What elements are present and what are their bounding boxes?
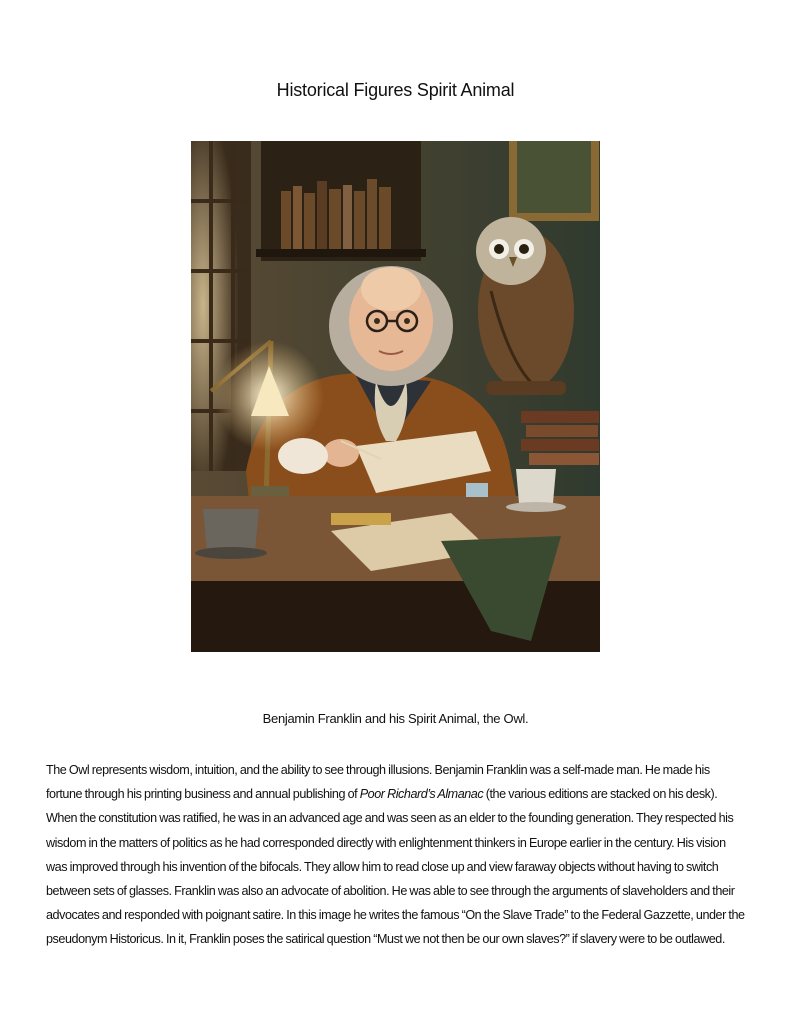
body-text-part2: (the various editions are stacked on his desk). When the constitution was ratified, he was in an advanced age and was seen as an elder to the founding generation. They respected his wisdom in the matters of politics as he had corresponded directly with enlightenment thinkers in Europe earlier in the century. His vision was improved through his invention of the bifocals. They allow him to read close up and view faraway objects without having to switch between sets of glasses. Franklin was also an advocate of abolition. He was able to see through the arguments of slaveholders and their advocates and responded with poignant satire. In this image he writes the famous “On the Slave Trade” to the Federal Gazzette, under the pseudonym Historicus. In it, Franklin poses the satirical question “Must we not then be our own slaves?” if slavery were to be outlawed. xyxy=(46,787,745,947)
page-title: Historical Figures Spirit Animal xyxy=(276,80,515,100)
franklin-owl-painting xyxy=(191,141,600,652)
body-text-part1: The Owl represents wisdom, intuition, and the ability to see through illusions. Benjamin Franklin was a self-made man. He made his fortune through his printing business and annual publishing of xyxy=(46,763,710,802)
almanac-title: Poor Richard’s Almanac xyxy=(359,787,484,802)
image-caption: Benjamin Franklin and his Spirit Animal, the Owl. xyxy=(262,711,529,726)
body-paragraph xyxy=(46,758,746,952)
